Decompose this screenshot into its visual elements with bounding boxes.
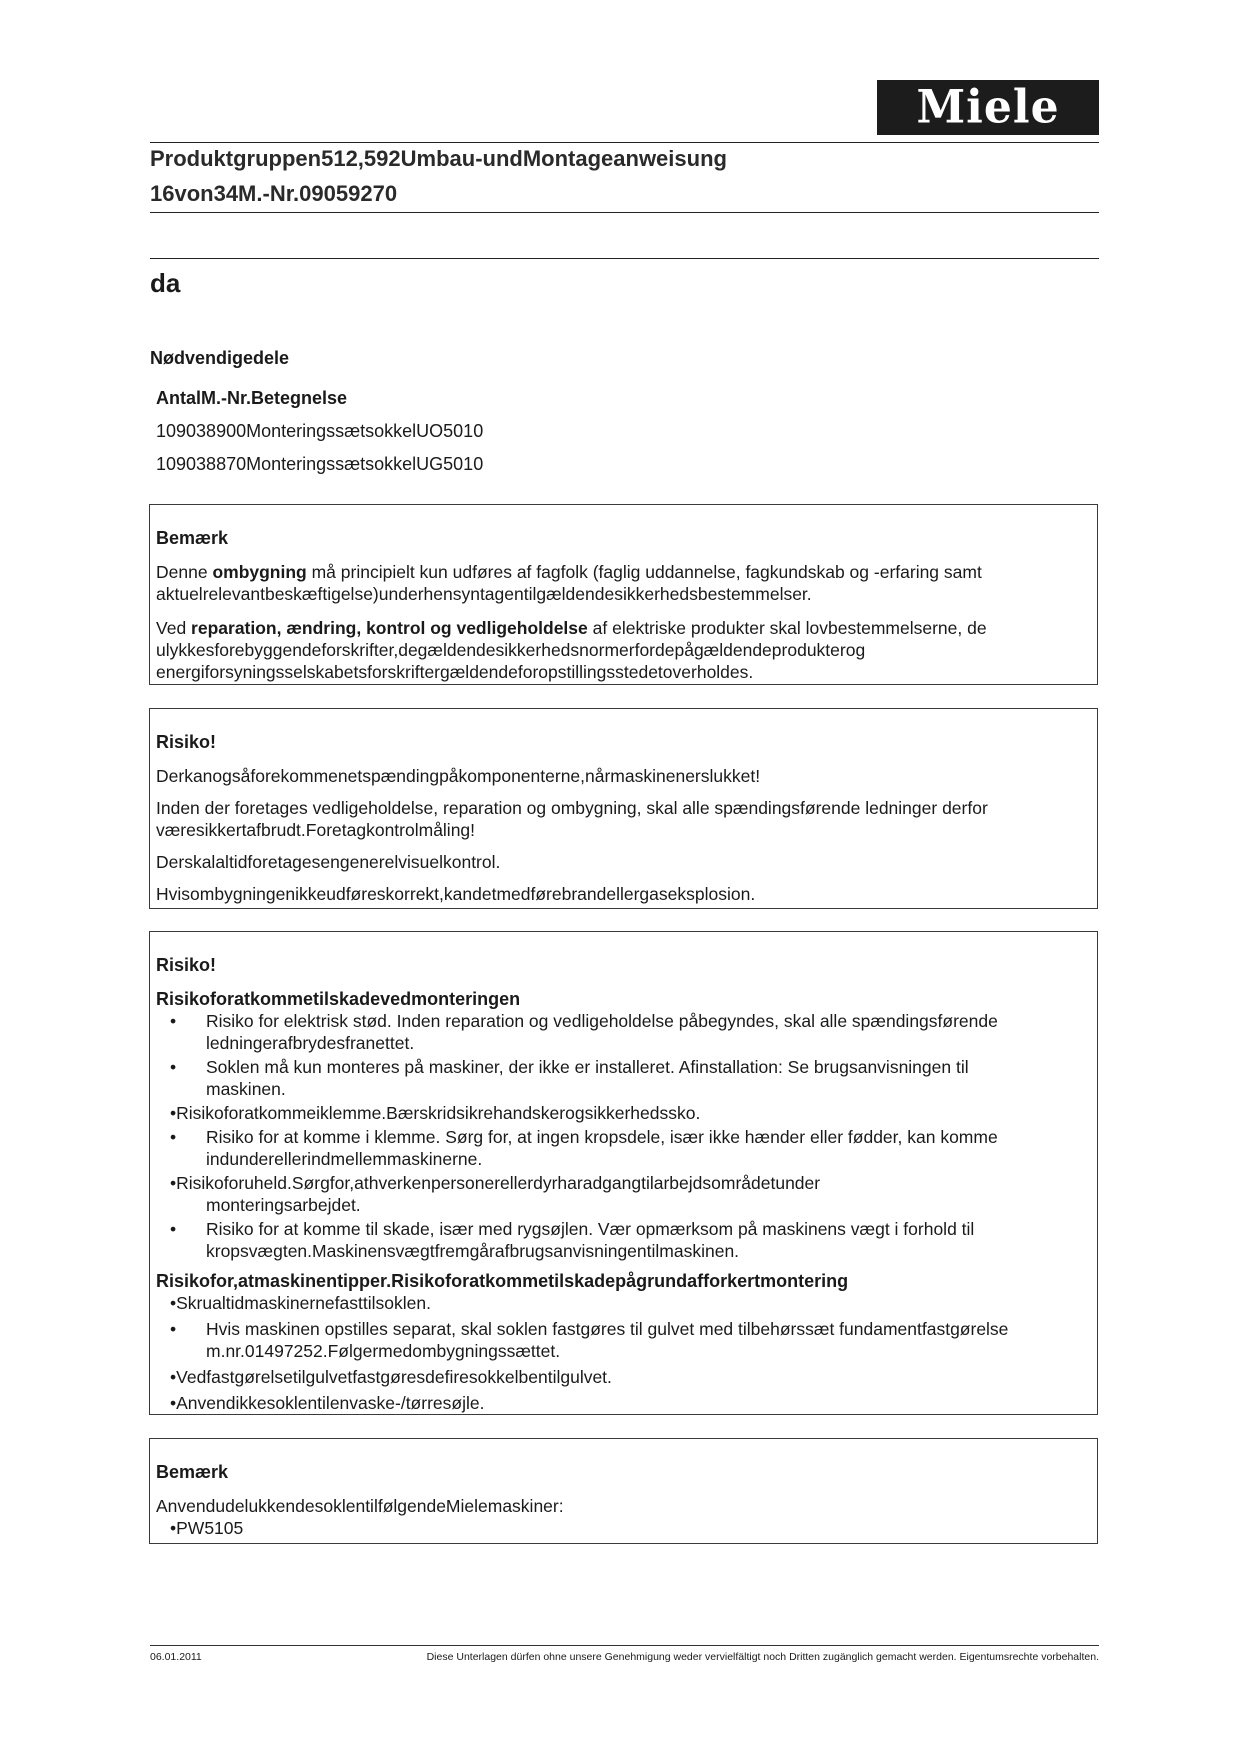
footer-copyright-notice: Diese Unterlagen dürfen ohne unsere Genehmigung weder vervielfältigt noch Dritten zugänglich gemacht werden. Eigentumsrechte vorbehalten. — [426, 1651, 1099, 1663]
parts-header: AntalM.-Nr.Betegnelse — [156, 388, 348, 408]
note-paragraph: AnvendudelukkendesoklentilfølgendeMielemaskiner: — [156, 1496, 564, 1516]
risk-box-mounting — [149, 931, 1098, 1415]
risk-paragraph: Hvisombygningenikkeudføreskorrekt,kandetmedførebrandellergaseksplosion. — [156, 884, 756, 904]
list-item: • Risiko for at komme til skade, især med rygsøjlen. Vær opmærksom på maskinens vægt i forhold til kropsvægten.Maskinensvægtfremgårafbrugsanvisningentilmaskinen. — [170, 1219, 975, 1261]
risk-title: Risiko! — [156, 955, 217, 975]
risk-paragraph: Derskalaltidforetagesengenerelvisuelkontrol. — [156, 852, 501, 872]
list-item: •PW5105 — [170, 1518, 244, 1538]
parts-row: 109038870MonteringssætsokkelUG5010 — [156, 454, 484, 474]
note-paragraph-1-line2: aktuelrelevantbeskæftigelse)underhensyntagentilgældendesikkerhedsbestemmelser. — [156, 584, 812, 604]
parts-list — [156, 388, 483, 487]
note-paragraph-2-line2: ulykkesforebyggendeforskrifter,degældendesikkerhedsnormerfordepågældendeprodukterog — [156, 640, 866, 660]
risk-subtitle: Risikoforatkommetilskadevedmonteringen — [156, 989, 521, 1009]
header-top-rule — [150, 142, 1099, 143]
risk-subtitle: Risikofor,atmaskinentipper.Risikoforatkommetilskadepågrundafforkertmontering — [156, 1271, 849, 1291]
bold-term: ombygning — [212, 562, 307, 582]
list-item: • Soklen må kun monteres på maskiner, der ikke er installeret. Afinstallation: Se brugsanvisningen til maskinen. — [170, 1057, 969, 1099]
footer-date: 06.01.2011 — [150, 1651, 202, 1663]
logo-text: Miele — [916, 80, 1060, 135]
list-item: •Risikoforatkommeiklemme.Bærskridsikrehandskerogsikkerhedssko. — [170, 1103, 701, 1123]
note-paragraph-1: Denne ombygning må principielt kun udføres af fagfolk (faglig uddannelse, fagkundskab og -erfaring samt — [156, 562, 982, 582]
list-item: • Hvis maskinen opstilles separat, skal soklen fastgøres til gulvet med tilbehørssæt fundamentfastgørelse m.nr.01497252.Følgermedombygningssættet. — [170, 1319, 1009, 1361]
risk-box-voltage — [149, 708, 1098, 909]
bullet-icon: • — [170, 1319, 177, 1339]
bullet-icon: • — [170, 1011, 177, 1031]
bullet-icon: • — [170, 1219, 177, 1239]
note-box-qualification — [149, 504, 1098, 685]
risk-paragraph-cont: væresikkertafbrudt.Foretagkontrolmåling! — [156, 820, 476, 840]
risk-title: Risiko! — [156, 732, 217, 752]
note-title: Bemærk — [156, 528, 229, 548]
list-item: •Anvendikkesoklentilenvaske-/tørresøjle. — [170, 1393, 485, 1413]
language-code: da — [150, 268, 181, 298]
list-item: • Risiko for elektrisk stød. Inden reparation og vedligeholdelse påbegyndes, skal alle spændingsførende ledningerafbrydesfranettet. — [170, 1011, 998, 1053]
list-item: •Risikoforuheld.Sørgfor,athverkenpersonerellerdyrharadgangtilarbejdsområdetunder monteringsarbejdet. — [170, 1173, 821, 1215]
note-box-compatible-machines — [149, 1438, 1098, 1544]
miele-logo — [877, 80, 1099, 135]
risk-paragraph: Inden der foretages vedligeholdelse, reparation og ombygning, skal alle spændingsførende ledninger derfor — [156, 798, 988, 818]
language-rule — [150, 258, 1099, 259]
note-title: Bemærk — [156, 1462, 229, 1482]
parts-section-title: Nødvendigedele — [150, 348, 290, 368]
header-bottom-rule — [150, 212, 1099, 213]
list-item: • Risiko for at komme i klemme. Sørg for, at ingen kropsdele, især ikke hænder eller fødder, kan komme indunderellerindmellemmaskinerne. — [170, 1127, 998, 1169]
risk-paragraph: Derkanogsåforekommenetspændingpåkomponenterne,nårmaskinenerslukket! — [156, 766, 761, 786]
footer-rule — [150, 1645, 1099, 1646]
list-item: •Vedfastgørelsetilgulvetfastgøresdefiresokkelbentilgulvet. — [170, 1367, 612, 1387]
bullet-icon: • — [170, 1127, 177, 1147]
bold-term: reparation, ændring, kontrol og vedligeholdelse — [191, 618, 588, 638]
note-paragraph-2-line3: energiforsyningsselskabetsforskriftergældendeforopstillingsstedetoverholdes. — [156, 662, 754, 682]
header-title-line1: Produktgruppen512,592Umbau-undMontageanweisung — [150, 146, 727, 171]
parts-row: 109038900MonteringssætsokkelUO5010 — [156, 421, 484, 441]
list-item: •Skrualtidmaskinernefasttilsoklen. — [170, 1293, 431, 1313]
note-paragraph-2: Ved reparation, ændring, kontrol og vedligeholdelse af elektriske produkter skal lovbestemmelserne, de — [156, 618, 987, 638]
header-title-line2: 16von34M.-Nr.09059270 — [150, 181, 398, 206]
bullet-icon: • — [170, 1057, 177, 1077]
